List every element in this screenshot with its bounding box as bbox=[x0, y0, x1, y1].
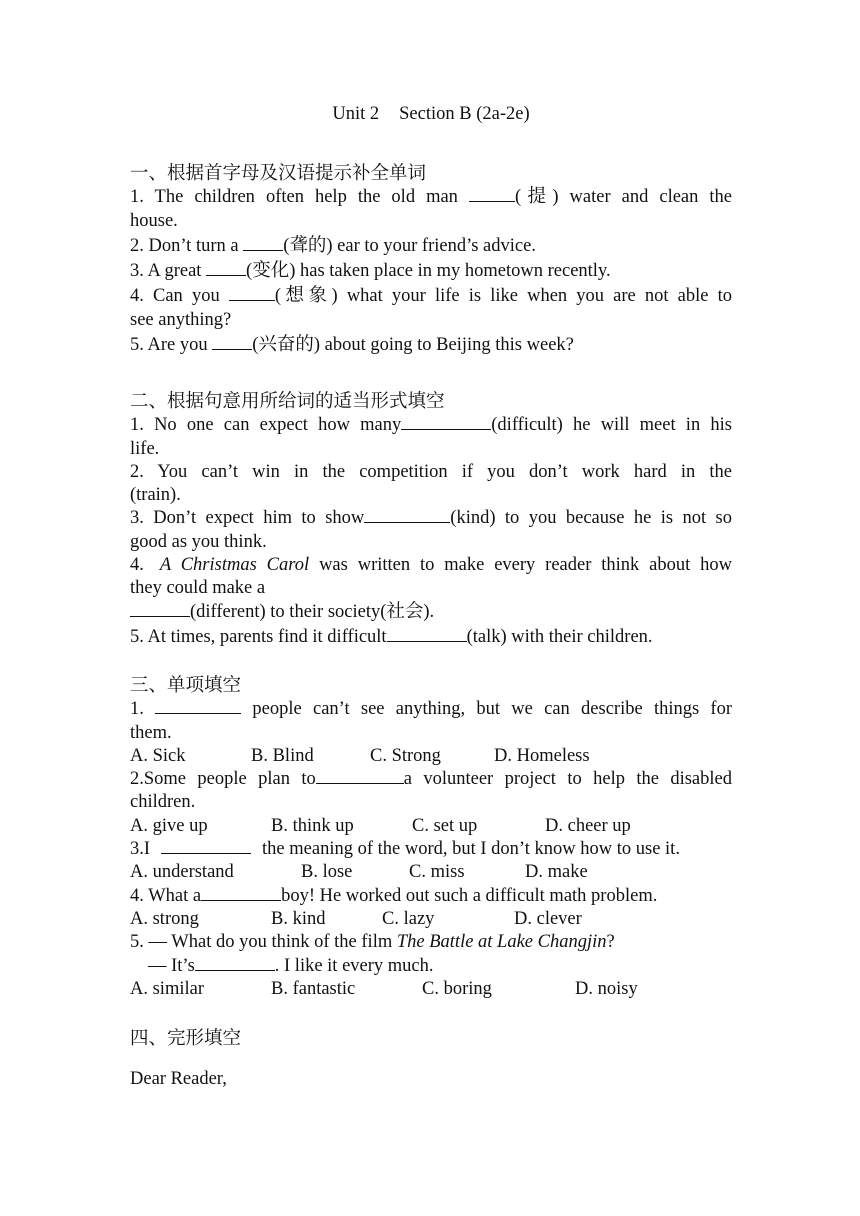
option-row bbox=[130, 745, 732, 768]
option-b[interactable]: B. think up bbox=[271, 815, 354, 836]
answer-blank[interactable] bbox=[155, 698, 241, 714]
section-label: Section B (2a-2e) bbox=[399, 104, 530, 124]
option-d[interactable]: D. clever bbox=[514, 908, 582, 929]
book-title: A Christmas Carol bbox=[159, 555, 310, 576]
question-line: — It’s . I like it every much. bbox=[148, 955, 434, 976]
option-c[interactable]: C. boring bbox=[422, 978, 492, 999]
section-multiple-choice bbox=[130, 675, 732, 1001]
question-line: house. bbox=[130, 210, 178, 231]
section-heading: 三、单项填空 bbox=[130, 676, 242, 696]
question-line: life. bbox=[130, 438, 160, 459]
section-heading: 一、根据首字母及汉语提示补全单词 bbox=[130, 164, 427, 184]
answer-blank[interactable] bbox=[387, 626, 467, 642]
option-c[interactable]: C. miss bbox=[409, 862, 465, 883]
question-line: them. bbox=[130, 722, 172, 743]
question-line: children. bbox=[130, 792, 196, 813]
question-line: 2. Don’t turn a (聋的) ear to your friend’s advice. bbox=[130, 235, 536, 256]
question-line: 5. Are you (兴奋的) about going to Beijing this week? bbox=[130, 335, 574, 356]
option-row bbox=[130, 908, 732, 931]
option-c[interactable]: C. set up bbox=[412, 815, 478, 836]
question-line: 1. The children often help the old man (提) water and clean the bbox=[130, 187, 732, 208]
question-line: 1. No one can expect how many (difficult) he will meet in his bbox=[130, 415, 732, 436]
question-line: 1. people can’t see anything, but we can describe things for bbox=[130, 699, 733, 720]
section-word-forms bbox=[130, 391, 732, 649]
answer-blank[interactable] bbox=[195, 955, 275, 971]
option-row bbox=[130, 861, 732, 884]
page-title bbox=[130, 104, 732, 125]
option-a[interactable]: A. similar bbox=[130, 978, 204, 999]
option-b[interactable]: B. fantastic bbox=[271, 978, 356, 999]
question-line: 5. — What do you think of the film The Battle at Lake Changjin? bbox=[130, 932, 615, 953]
option-row bbox=[130, 815, 732, 838]
option-b[interactable]: B. Blind bbox=[251, 745, 314, 766]
unit-label: Unit 2 bbox=[332, 104, 380, 124]
letter-salutation: Dear Reader, bbox=[130, 1069, 227, 1090]
question-line: good as you think. bbox=[130, 531, 267, 552]
question-line: 2.Some people plan to a volunteer project to help the disabled bbox=[130, 769, 732, 790]
option-d[interactable]: D. cheer up bbox=[545, 815, 631, 836]
option-a[interactable]: A. strong bbox=[130, 908, 199, 929]
option-d[interactable]: D. make bbox=[525, 862, 588, 883]
option-a[interactable]: A. Sick bbox=[130, 745, 186, 766]
option-d[interactable]: D. Homeless bbox=[494, 745, 590, 766]
option-row bbox=[130, 978, 732, 1001]
answer-blank[interactable] bbox=[201, 885, 281, 901]
question-line: 3. A great (变化) has taken place in my hometown recently. bbox=[130, 261, 611, 282]
section-cloze bbox=[130, 1028, 732, 1092]
option-c[interactable]: C. Strong bbox=[370, 745, 441, 766]
section-heading: 二、根据句意用所给词的适当形式填空 bbox=[130, 392, 445, 412]
answer-blank[interactable] bbox=[469, 186, 515, 202]
question-line: 3. Don’t expect him to show (kind) to you because he is not so bbox=[130, 508, 732, 529]
question-line: they could make a bbox=[130, 578, 266, 599]
answer-blank[interactable] bbox=[161, 838, 251, 854]
question-line: 5. At times, parents find it difficult (talk) with their children. bbox=[130, 626, 653, 647]
answer-blank[interactable] bbox=[130, 601, 190, 617]
question-line: 2. You can’t win in the competition if you don’t work hard in the bbox=[130, 461, 732, 482]
option-d[interactable]: D. noisy bbox=[575, 978, 638, 999]
film-title: The Battle at Lake Changjin bbox=[396, 932, 607, 953]
option-b[interactable]: B. lose bbox=[301, 862, 353, 883]
answer-blank[interactable] bbox=[364, 507, 450, 523]
question-line: 4. A Christmas Carol was written to make every reader think about how bbox=[130, 555, 732, 576]
option-a[interactable]: A. understand bbox=[130, 862, 234, 883]
question-line: see anything? bbox=[130, 309, 232, 330]
answer-blank[interactable] bbox=[229, 285, 275, 301]
answer-blank[interactable] bbox=[243, 235, 283, 251]
section-word-completion bbox=[130, 163, 732, 357]
question-line: 4. Can you (想象) what your life is like when you are not able to bbox=[130, 286, 733, 307]
question-line: 4. What a boy! He worked out such a difficult math problem. bbox=[130, 885, 658, 906]
option-b[interactable]: B. kind bbox=[271, 908, 326, 929]
answer-blank[interactable] bbox=[206, 260, 246, 276]
answer-blank[interactable] bbox=[316, 768, 404, 784]
section-heading: 四、完形填空 bbox=[130, 1029, 242, 1049]
answer-blank[interactable] bbox=[212, 334, 252, 350]
question-line: (train). bbox=[130, 485, 181, 506]
option-c[interactable]: C. lazy bbox=[382, 908, 435, 929]
answer-blank[interactable] bbox=[401, 414, 491, 430]
option-a[interactable]: A. give up bbox=[130, 815, 208, 836]
question-line: (different) to their society(社会). bbox=[130, 601, 732, 624]
question-line: 3.I the meaning of the word, but I don’t know how to use it. bbox=[130, 839, 680, 860]
